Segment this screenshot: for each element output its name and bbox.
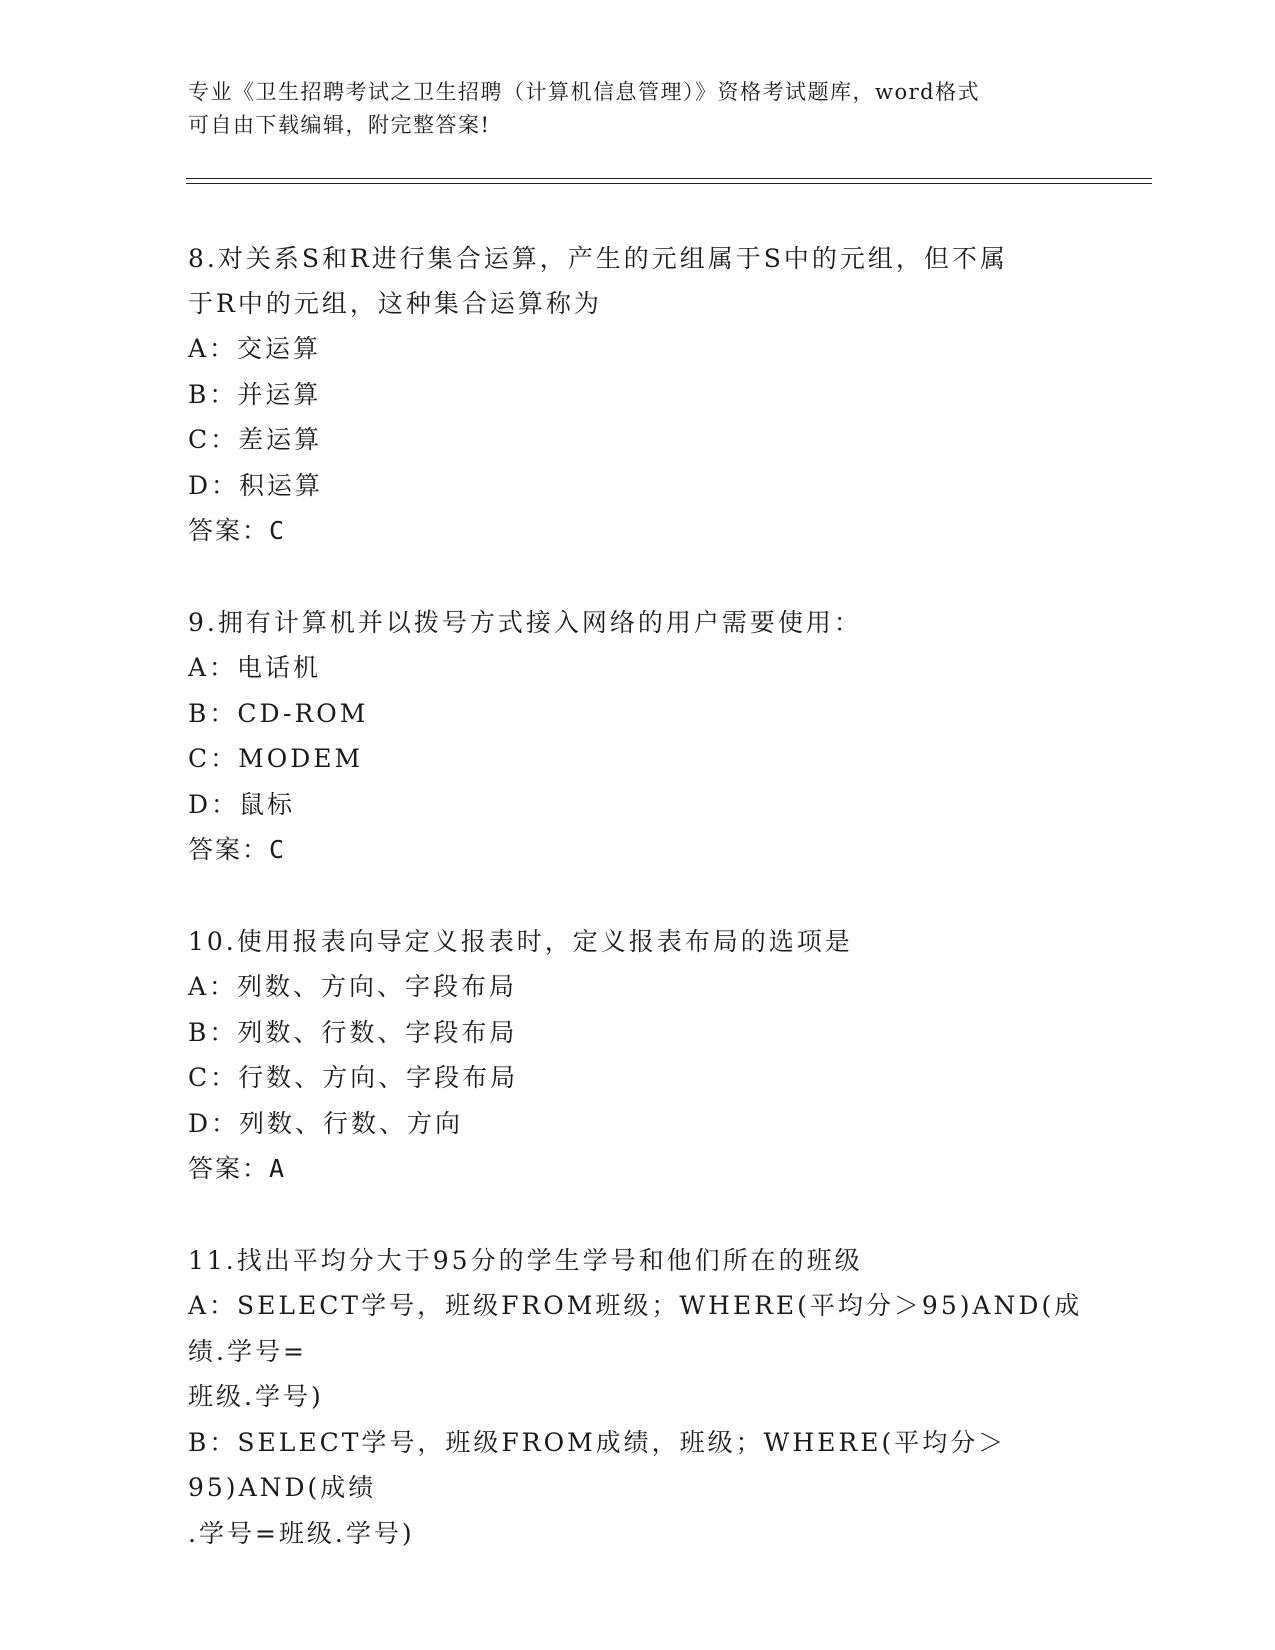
question-stem-line: 9.拥有计算机并以拨号方式接入网络的用户需要使用： — [188, 608, 862, 637]
option-c: C：差运算 — [188, 425, 323, 454]
answer-label: 答案： — [188, 516, 270, 545]
option-b: B：SELECT学号，班级FROM成绩，班级；WHERE(平均分＞95)AND(成绩 — [188, 1427, 1007, 1502]
answer-label: 答案： — [188, 1154, 270, 1183]
option-b: B：并运算 — [188, 379, 322, 409]
question-item — [188, 600, 1088, 873]
question-item — [188, 919, 1088, 1192]
option-c: C：行数、方向、字段布局 — [188, 1063, 519, 1092]
question-stem-line: 8.对关系S和R进行集合运算，产生的元组属于S中的元组，但不属 — [188, 244, 1008, 273]
option-d: D：鼠标 — [188, 789, 296, 819]
option-d: D：列数、行数、方向 — [188, 1108, 464, 1138]
option-a: A：交运算 — [188, 334, 322, 363]
option-a-continued: 班级.学号) — [188, 1382, 324, 1411]
document-header — [188, 76, 1088, 142]
option-b-continued: .学号=班级.学号) — [188, 1518, 415, 1548]
header-divider-top — [186, 178, 1152, 179]
answer-line — [188, 1146, 1088, 1192]
question-list — [188, 236, 1088, 1602]
header-line-1: 专业《卫生招聘考试之卫生招聘（计算机信息管理）》资格考试题库，word格式 — [188, 80, 981, 104]
option-d: D：积运算 — [188, 470, 324, 500]
option-c: C：MODEM — [188, 744, 364, 773]
answer-label: 答案： — [188, 835, 270, 864]
option-b: B：列数、行数、字段布局 — [188, 1017, 518, 1047]
question-stem-line: 10.使用报表向导定义报表时，定义报表布局的选项是 — [188, 927, 853, 956]
answer-line — [188, 827, 1088, 873]
answer-value: C — [269, 516, 287, 545]
question-item — [188, 1238, 1088, 1556]
header-line-2: 可自由下载编辑，附完整答案! — [188, 113, 491, 137]
option-a: A：SELECT学号，班级FROM班级；WHERE(平均分＞95)AND(成绩.学号= — [188, 1291, 1083, 1366]
question-item — [188, 236, 1088, 554]
option-a: A：列数、方向、字段布局 — [188, 972, 518, 1001]
answer-value: C — [269, 835, 287, 864]
option-b: B：CD-ROM — [188, 698, 369, 728]
question-stem-line: 于R中的元组，这种集合运算称为 — [188, 289, 602, 318]
answer-line — [188, 508, 1088, 554]
question-stem-line: 11.找出平均分大于95分的学生学号和他们所在的班级 — [188, 1246, 863, 1275]
option-a: A：电话机 — [188, 653, 322, 682]
answer-value: A — [269, 1154, 287, 1183]
header-divider-bottom — [186, 183, 1152, 184]
